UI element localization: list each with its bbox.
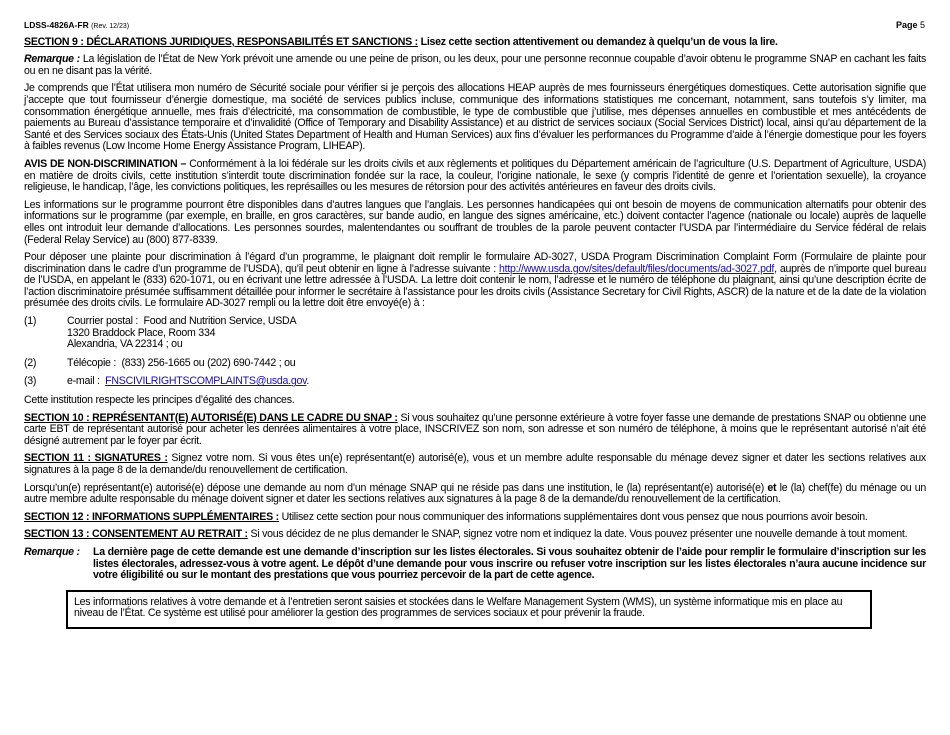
complaint-text-1: Pour déposer une plainte pour discrimination à l’égard d’un programme, le plaignant doit remplir le formulaire AD-3027, USDA Program Discrimination Complaint Form (Formulaire de plainte pour discrimination dans le cadre d’un programme de l’USDA), qu’il peut obtenir en ligne à l’adresse suivante : xyxy=(24,251,926,275)
contact-fax-numbers: (833) 256-1665 ou (202) 690-7442 ; ou xyxy=(121,356,296,369)
complaint-paragraph xyxy=(24,252,926,310)
contact-mail-label: Courrier postal : xyxy=(67,315,139,328)
section-10-text: Si vous souhaitez qu’une personne extérieure à votre foyer fasse une demande de prestations SNAP ou obtienne une carte EBT de représentant autorisé pour acheter les denrées alimentaires à votre place, INSCRIVEZ son nom, son adresse et son numéro de téléphone, à moins que le représentant autorisé n’ait été désigné autrement par le foyer par écrit. xyxy=(24,411,927,447)
contact-email-label: e-mail : xyxy=(67,375,100,388)
section-11 xyxy=(24,453,926,476)
page-number xyxy=(896,20,925,32)
section-9-heading: SECTION 9 : DÉCLARATIONS JURIDIQUES, RESPONSABILITÉS ET SANCTIONS : xyxy=(24,35,418,48)
languages-paragraph: Les informations sur le programme pourront être disponibles dans d’autres langues que l’anglais. Les personnes handicapées qui ont besoin de moyens de communication alternatifs pour obtenir des informations sur le programme (par exemple, en braille, en gros caractères, sur bande audio, en langue des signes américaine, etc.) doivent contacter l’agence (nationale ou locale) auprès de laquelle elles ont introduit leur demande d’allocations. Les personnes sourdes, malentendantes ou souffrant de troubles de la parole peuvent contacter l’USDA par l’intermédiaire du Service fédéral de relais (Federal Relay Service) au (800) 877-8339. xyxy=(24,198,926,246)
remark-text: La législation de l’État de New York prévoit une amende ou une peine de prison, ou les deux, pour une personne reconnue coupable d’avoir obtenu le programme SNAP en cachant les faits ou en ne disant pas la vérité. xyxy=(24,53,927,77)
page-header xyxy=(24,20,926,33)
contact-mail-line-1: Food and Nutrition Service, USDA xyxy=(143,315,297,328)
form-revision: (Rev. 12/23) xyxy=(91,23,130,30)
complaint-form-link[interactable]: http://www.usda.gov/sites/default/files/documents/ad-3027.pdf xyxy=(499,262,775,275)
contact-email-link[interactable]: FNSCIVILRIGHTSCOMPLAINTS@usda.gov xyxy=(105,375,307,388)
section-12 xyxy=(24,512,926,524)
final-remark-text: La dernière page de cette demande est une demande d’inscription sur les listes électorales. Si vous souhaitez obtenir de l’aide pour remplir le formulaire d’inscription sur les listes électorales, adressez-vous à votre agent. Le dépôt d’une demande pour vous inscrire ou refuser votre inscription sur les listes électorales n’aura aucune incidence sur votre éligibilité ou sur le montant des prestations que vous pourriez percevoir de la part de cette agence. xyxy=(93,545,926,582)
section-11-text-2b: le (la) chef(fe) du ménage ou un autre membre adulte responsable du ménage doivent signer et dater les sections relatives aux signatures à la page 8 de la demande/du renouvellement de la certification. xyxy=(24,481,926,506)
section-13-text: Si vous décidez de ne plus demander le SNAP, signez votre nom et indiquez la date. Vous pouvez présenter une nouvelle demande à tout moment. xyxy=(250,528,908,541)
contact-fax-label: Télécopie : xyxy=(67,356,117,369)
contact-email xyxy=(24,376,926,388)
page-label: Page xyxy=(895,20,918,30)
contact-mail-line-2: 1320 Braddock Place, Room 334 xyxy=(67,326,216,339)
section-11-text: Signez votre nom. Si vous êtes un(e) représentant(e) autorisé(e), vous et un membre adulte responsable du ménage devez signer et dater les sections relatives aux signatures à la page 8 de la demande/du renouvellement de certification. xyxy=(24,452,926,476)
contact-mail-body xyxy=(67,316,926,351)
document-page xyxy=(24,20,926,629)
section-11-text-2a: Lorsqu’un(e) représentant(e) autorisé(e) dépose une demande au nom d’un ménage SNAP qui ne réside pas dans une institution, le (la) représentant(e) autorisé(e) xyxy=(24,481,765,494)
section-13 xyxy=(24,529,926,541)
section-9-intro: Lisez cette section attentivement ou demandez à quelqu’un de vous la lire. xyxy=(420,35,778,48)
section-12-text: Utilisez cette section pour nous communiquer des informations supplémentaires dont vous pensez que nous pourrions avoir besoin. xyxy=(281,510,868,523)
nondiscrimination-label: AVIS DE NON-DISCRIMINATION – xyxy=(24,157,187,170)
remark-label: Remarque : xyxy=(24,53,80,66)
section-10 xyxy=(24,413,926,448)
section-13-heading: SECTION 13 : CONSENTEMENT AU RETRAIT : xyxy=(24,528,248,541)
contact-number: (1) xyxy=(24,315,37,328)
form-identifier xyxy=(24,20,129,33)
contact-number: (3) xyxy=(24,375,37,388)
contact-number: (2) xyxy=(24,356,37,369)
contact-mail xyxy=(24,316,926,351)
page-number-value: 5 xyxy=(919,20,925,30)
voter-registration-remark xyxy=(24,547,926,582)
section-11-text-2-bold: et xyxy=(767,481,777,494)
equal-opportunity-statement: Cette institution respecte les principes d’égalité des chances. xyxy=(24,394,295,407)
wms-notice-text: Les informations relatives à votre demande et à l’entretien seront saisies et stockées dans le Welfare Management System (WMS), un système informatique mis en place au niveau de l’État. Ce système est utilisé pour améliorer la gestion des programmes de services sociaux et pour prévenir la fraude. xyxy=(74,595,843,620)
form-id: LDSS-4826A-FR xyxy=(24,20,89,30)
complaint-text-2: , auprès de n’importe quel bureau de l’USDA, en appelant le (833) 620-1071, ou en écrivant une lettre adressée à l’USDA. La lettre doit contenir le nom, l’adresse et le numéro de téléphone du plaignant, ainsi qu’une description écrite de l’action discriminatoire présumée suffisamment détaillée pour informer le secrétaire à l’assistance pour les droits civils (Assistance Secretary for Civil Rights, ASCR) de la nature et de la date de la violation présumée des droits civils. Le formulaire AD-3027 rempli ou la lettre doit être envoyé(e) à : xyxy=(24,262,926,310)
section-11-authorized-rep xyxy=(24,483,926,506)
heap-paragraph: Je comprends que l’État utilisera mon numéro de Sécurité sociale pour vérifier si je perçois des allocations HEAP auprès de mes fournisseurs énergétiques domestiques. Cette autorisation signifie que j’accepte que tout fournisseur d’énergie domestique, ma société de services publics incluse, communique des informations statistiques me concernant, notamment, sans toutefois s’y limiter, ma consommation énergétique annuelle, mes frais d’électricité, ma consommation de combustible, le type de combustible que j’utilise, mes dépenses annuelles en combustible et mes antécédents de paiements au Bureau d’assistance temporaire et d’invalidité (Office of Temporary and Disability Assistance) et au district de services sociaux (Social Services District) local, ainsi qu’au département de la Santé et des Services sociaux des États-Unis (United States Department of Health and Human Services) aux fins d’évaluer les performances du Programme d’aide à l’énergie domestique pour les foyers à faibles revenus (Low Income Home Energy Assistance Program, LIHEAP). xyxy=(24,82,926,153)
nondiscrimination-notice xyxy=(24,159,926,194)
final-remark-label: Remarque : xyxy=(24,545,80,558)
section-12-heading: SECTION 12 : INFORMATIONS SUPPLÉMENTAIRES : xyxy=(24,510,279,523)
nondiscrimination-text: Conformément à la loi fédérale sur les droits civils et aux règlements et politiques du Département américain de l’agriculture (U.S. Department of Agriculture, USDA) en matière de droits civils, cette institution s’interdit toute discrimination fondée sur la race, la couleur, l’origine nationale, le sexe (y compris l’identité de genre et l’orientation sexuelle), la croyance religieuse, le handicap, l’âge, les convictions politiques, les représailles ou les mesures de rétorsion pour des activités antérieures en faveur des droits civils. xyxy=(24,157,926,194)
wms-notice-box xyxy=(66,590,872,629)
section-9-remark xyxy=(24,54,926,77)
contact-fax xyxy=(24,358,926,370)
section-11-heading: SECTION 11 : SIGNATURES : xyxy=(24,452,168,465)
section-9-heading-line xyxy=(24,37,926,49)
contact-mail-line-3: Alexandria, VA 22314 ; ou xyxy=(67,338,183,351)
section-10-heading: SECTION 10 : REPRÉSENTANT(E) AUTORISÉ(E) DANS LE CADRE DU SNAP : xyxy=(24,411,398,424)
contact-email-suffix: . xyxy=(306,375,310,388)
